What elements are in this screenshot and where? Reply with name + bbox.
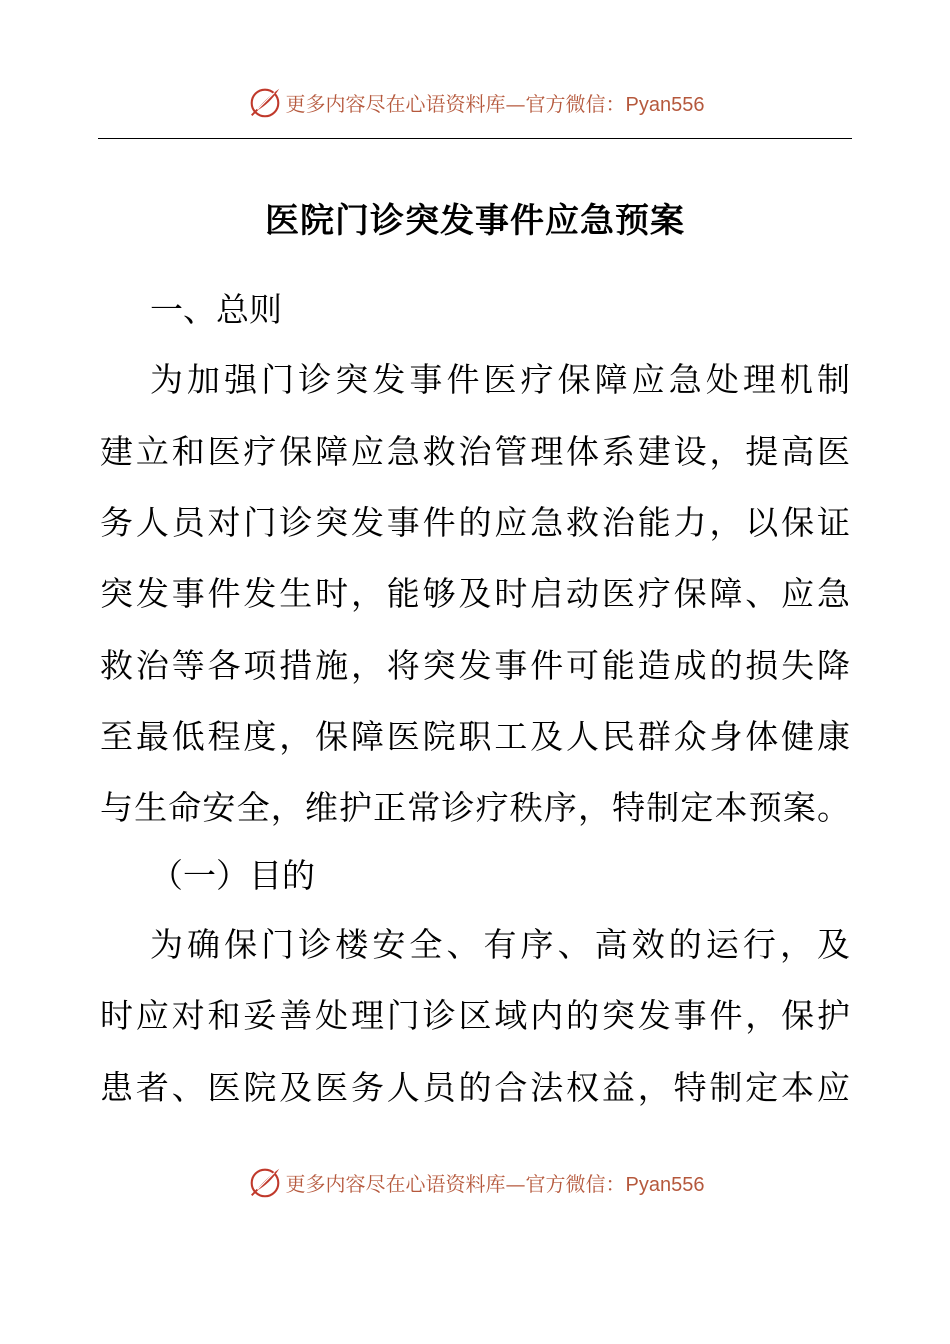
banner-text: [286, 1168, 705, 1197]
document-title: 医院门诊突发事件应急预案: [265, 201, 685, 241]
wechat-id: Pyan556: [625, 1173, 705, 1196]
paragraph-line: 与生命安全，维护正常诊疗秩序，特制定本预案。: [100, 788, 850, 827]
section-heading: 一、总则: [150, 290, 282, 329]
paragraph-line: 患者、医院及医务人员的合法权益，特制定本应: [100, 1068, 850, 1107]
quill-logo-icon: [246, 1163, 284, 1201]
banner-slogan: 更多内容尽在心语资料库—官方微信：: [285, 91, 626, 116]
paragraph-line: 至最低程度，保障医院职工及人民群众身体健康: [100, 717, 850, 756]
paragraph-line: 救治等各项措施，将突发事件可能造成的损失降: [100, 646, 850, 685]
quill-logo-icon: [246, 83, 284, 121]
banner-text: [286, 88, 705, 117]
header-banner: [0, 82, 950, 122]
banner-slogan: 更多内容尽在心语资料库—官方微信：: [285, 1171, 626, 1196]
header-divider: [98, 138, 852, 139]
footer-banner: [0, 1162, 950, 1202]
subheading: （一）目的: [150, 856, 315, 895]
paragraph-line: 时应对和妥善处理门诊区域内的突发事件，保护: [100, 996, 850, 1035]
wechat-id: Pyan556: [625, 93, 705, 116]
paragraph-line: 为确保门诊楼安全、有序、高效的运行，及: [150, 925, 850, 964]
paragraph-line: 务人员对门诊突发事件的应急救治能力，以保证: [100, 503, 850, 542]
paragraph-line: 突发事件发生时，能够及时启动医疗保障、应急: [100, 574, 850, 613]
paragraph-line: 为加强门诊突发事件医疗保障应急处理机制: [150, 360, 850, 399]
paragraph-line: 建立和医疗保障应急救治管理体系建设，提高医: [100, 432, 850, 471]
